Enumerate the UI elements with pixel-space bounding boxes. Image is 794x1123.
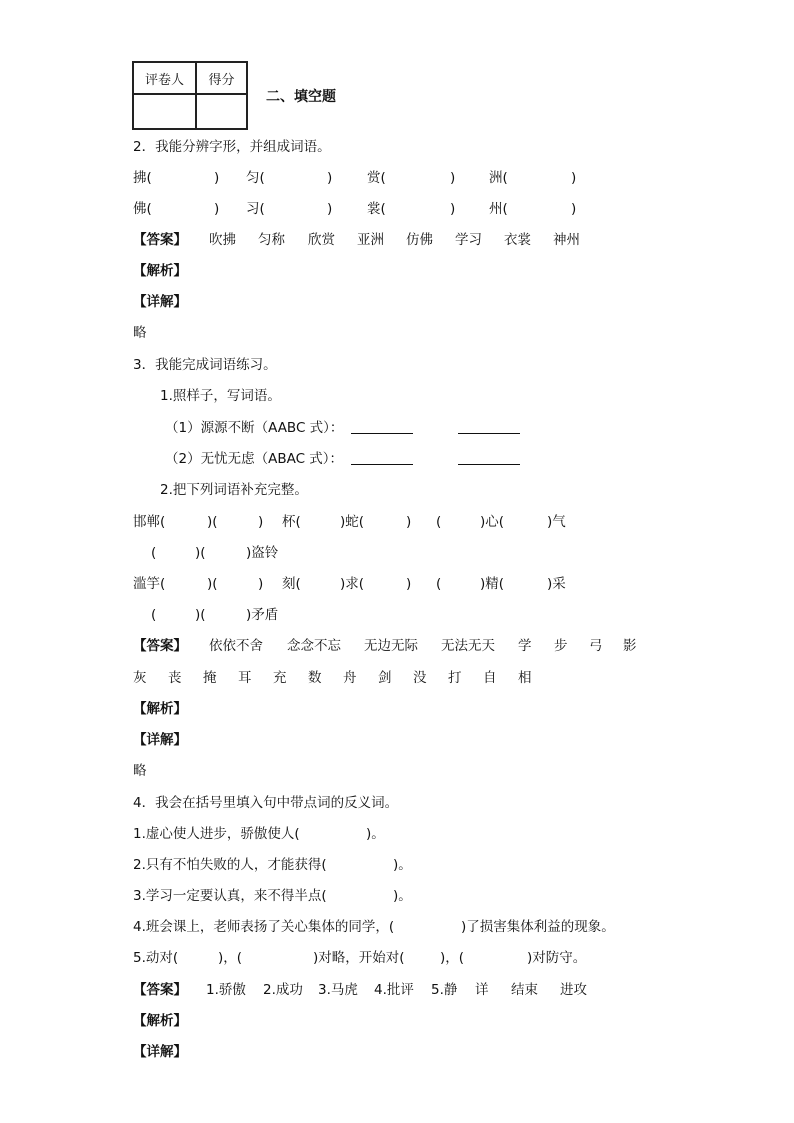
q3-c-5: )求( <box>340 576 365 592</box>
reviewer-header: 评卷人 <box>133 62 196 94</box>
q4-s5-c: )对略，开始对( <box>313 950 405 966</box>
q3-item1-text: （1）源源不断（AABC 式）： <box>165 420 344 436</box>
q4-s1-a: 1.虚心使人进步，骄傲使人( <box>133 826 300 842</box>
q4-analysis-label: 【解析】 <box>133 1013 187 1029</box>
q2-r2-c2-close: ) <box>327 201 333 217</box>
q4-s2-b: )。 <box>393 857 412 873</box>
q4-answer-2: 2.成功 <box>263 982 303 998</box>
q2-r1-c4: 洲( <box>489 170 508 186</box>
q4-s4-b: )了损害集体利益的现象。 <box>461 919 615 935</box>
score-header: 得分 <box>196 62 247 94</box>
q2-analysis-label: 【解析】 <box>133 263 187 279</box>
q3-c-1: 滥竽( <box>133 576 166 592</box>
q3-item2-blank-2[interactable] <box>458 450 520 470</box>
q2-r1-c1: 拂( <box>133 170 152 186</box>
q3-a-2: )( <box>207 514 218 530</box>
q4-detail-label: 【详解】 <box>133 1044 187 1060</box>
q2-r1-c2: 匀( <box>246 170 265 186</box>
q3-c-7: ( <box>436 576 442 592</box>
q2-answer-1: 吹拂 <box>209 232 236 248</box>
q2-title: 2．我能分辨字形，并组成词语。 <box>133 139 331 155</box>
q3-c-6: ) <box>406 576 412 592</box>
q3-a-3: ) <box>258 514 264 530</box>
q2-answer-5: 仿佛 <box>406 232 433 248</box>
q3-answer-4: 无法无天 <box>441 638 495 654</box>
q2-r1-c2-close: ) <box>327 170 333 186</box>
q4-s3-a: 3.学习一定要认真，来不得半点( <box>133 888 327 904</box>
q3-answer-13: 充 <box>273 670 287 686</box>
q4-s2-a: 2.只有不怕失败的人，才能获得( <box>133 857 327 873</box>
q2-r2-c3-close: ) <box>450 201 456 217</box>
q3-answer-16: 剑 <box>378 670 392 686</box>
q2-answer-4: 亚洲 <box>357 232 384 248</box>
q4-answer-6: 详 <box>475 982 489 998</box>
q4-answer-4: 4.批评 <box>374 982 414 998</box>
q3-answer-18: 打 <box>448 670 462 686</box>
q4-s5-a: 5.动对( <box>133 950 179 966</box>
q4-answer-8: 进攻 <box>560 982 587 998</box>
q4-s5-b: )，( <box>218 950 243 966</box>
q3-answer-5: 学 <box>518 638 532 654</box>
q3-detail: 略 <box>133 763 147 779</box>
q3-answer-10: 丧 <box>168 670 182 686</box>
q3-item1-blank-1[interactable] <box>351 419 413 439</box>
q4-answer-3: 3.马虎 <box>318 982 358 998</box>
q4-answer-7: 结束 <box>511 982 538 998</box>
q3-answer-8: 影 <box>623 638 637 654</box>
q3-analysis-label: 【解析】 <box>133 701 187 717</box>
q3-a-1: 邯郸( <box>133 514 166 530</box>
q2-r2-c2: 习( <box>246 201 265 217</box>
q3-answer-9: 灰 <box>133 670 147 686</box>
q3-item2-text: （2）无忧无虑（ABAC 式）： <box>165 451 344 467</box>
q3-b-3: )盗铃 <box>246 545 279 561</box>
q4-s3-b: )。 <box>393 888 412 904</box>
q3-answer-label: 【答案】 <box>133 638 187 654</box>
q3-answer-19: 自 <box>483 670 497 686</box>
q3-b-2: )( <box>195 545 206 561</box>
q2-detail: 略 <box>133 325 147 341</box>
q2-answer-6: 学习 <box>455 232 482 248</box>
q2-r2-c1-close: ) <box>214 201 220 217</box>
score-cell <box>196 94 247 129</box>
q3-a-6: ) <box>406 514 412 530</box>
q2-answer-3: 欣赏 <box>308 232 335 248</box>
q3-answer-12: 耳 <box>238 670 252 686</box>
q3-answer-6: 步 <box>554 638 568 654</box>
q3-answer-14: 数 <box>308 670 322 686</box>
q3-answer-1: 依依不舍 <box>209 638 263 654</box>
q3-d-1: ( <box>151 607 157 623</box>
q4-s4-a: 4.班会课上，老师表扬了关心集体的同学，( <box>133 919 395 935</box>
q3-c-3: ) <box>258 576 264 592</box>
q3-answer-7: 弓 <box>589 638 603 654</box>
q4-answer-label: 【答案】 <box>133 982 187 998</box>
q3-answer-20: 相 <box>518 670 532 686</box>
q3-d-2: )( <box>195 607 206 623</box>
q3-a-5: )蛇( <box>340 514 365 530</box>
q4-s1-b: )。 <box>366 826 385 842</box>
q4-s5-e: )对防守。 <box>527 950 587 966</box>
q2-answer-label: 【答案】 <box>133 232 187 248</box>
q3-answer-3: 无边无际 <box>364 638 418 654</box>
q3-detail-label: 【详解】 <box>133 732 187 748</box>
q3-c-2: )( <box>207 576 218 592</box>
q2-r1-c4-close: ) <box>571 170 577 186</box>
q2-r2-c4: 州( <box>489 201 508 217</box>
q3-title: 3．我能完成词语练习。 <box>133 357 277 373</box>
q3-answer-17: 没 <box>413 670 427 686</box>
q2-r2-c4-close: ) <box>571 201 577 217</box>
q2-r2-c1: 佛( <box>133 201 152 217</box>
q3-sub2: 2.把下列词语补充完整。 <box>160 482 308 498</box>
q3-c-4: 刻( <box>282 576 301 592</box>
q4-answer-5: 5.静 <box>431 982 458 998</box>
q3-answer-2: 念念不忘 <box>287 638 341 654</box>
q2-answer-8: 神州 <box>553 232 580 248</box>
q2-answer-7: 衣裳 <box>504 232 531 248</box>
q4-s5-d: )，( <box>440 950 465 966</box>
q2-r2-c3: 裳( <box>367 201 386 217</box>
reviewer-cell <box>133 94 196 129</box>
q3-answer-15: 舟 <box>343 670 357 686</box>
q3-d-3: )矛盾 <box>246 607 279 623</box>
q3-item2-blank-1[interactable] <box>351 450 413 470</box>
q3-a-8: )心( <box>480 514 505 530</box>
q3-b-1: ( <box>151 545 157 561</box>
q3-answer-11: 掩 <box>203 670 217 686</box>
q4-answer-1: 1.骄傲 <box>206 982 246 998</box>
q2-detail-label: 【详解】 <box>133 294 187 310</box>
q3-c-9: )采 <box>547 576 566 592</box>
section-title: 二、填空题 <box>266 89 336 105</box>
q4-title: 4．我会在括号里填入句中带点词的反义词。 <box>133 795 399 811</box>
q3-a-9: )气 <box>547 514 566 530</box>
q2-r1-c1-close: ) <box>214 170 220 186</box>
q3-a-4: 杯( <box>282 514 301 530</box>
q3-item1-blank-2[interactable] <box>458 419 520 439</box>
q3-a-7: ( <box>436 514 442 530</box>
q3-sub1: 1.照样子，写词语。 <box>160 388 281 404</box>
score-table <box>132 61 248 130</box>
q2-r1-c3-close: ) <box>450 170 456 186</box>
q3-c-8: )精( <box>480 576 505 592</box>
q2-r1-c3: 赏( <box>367 170 386 186</box>
q2-answer-2: 匀称 <box>258 232 285 248</box>
